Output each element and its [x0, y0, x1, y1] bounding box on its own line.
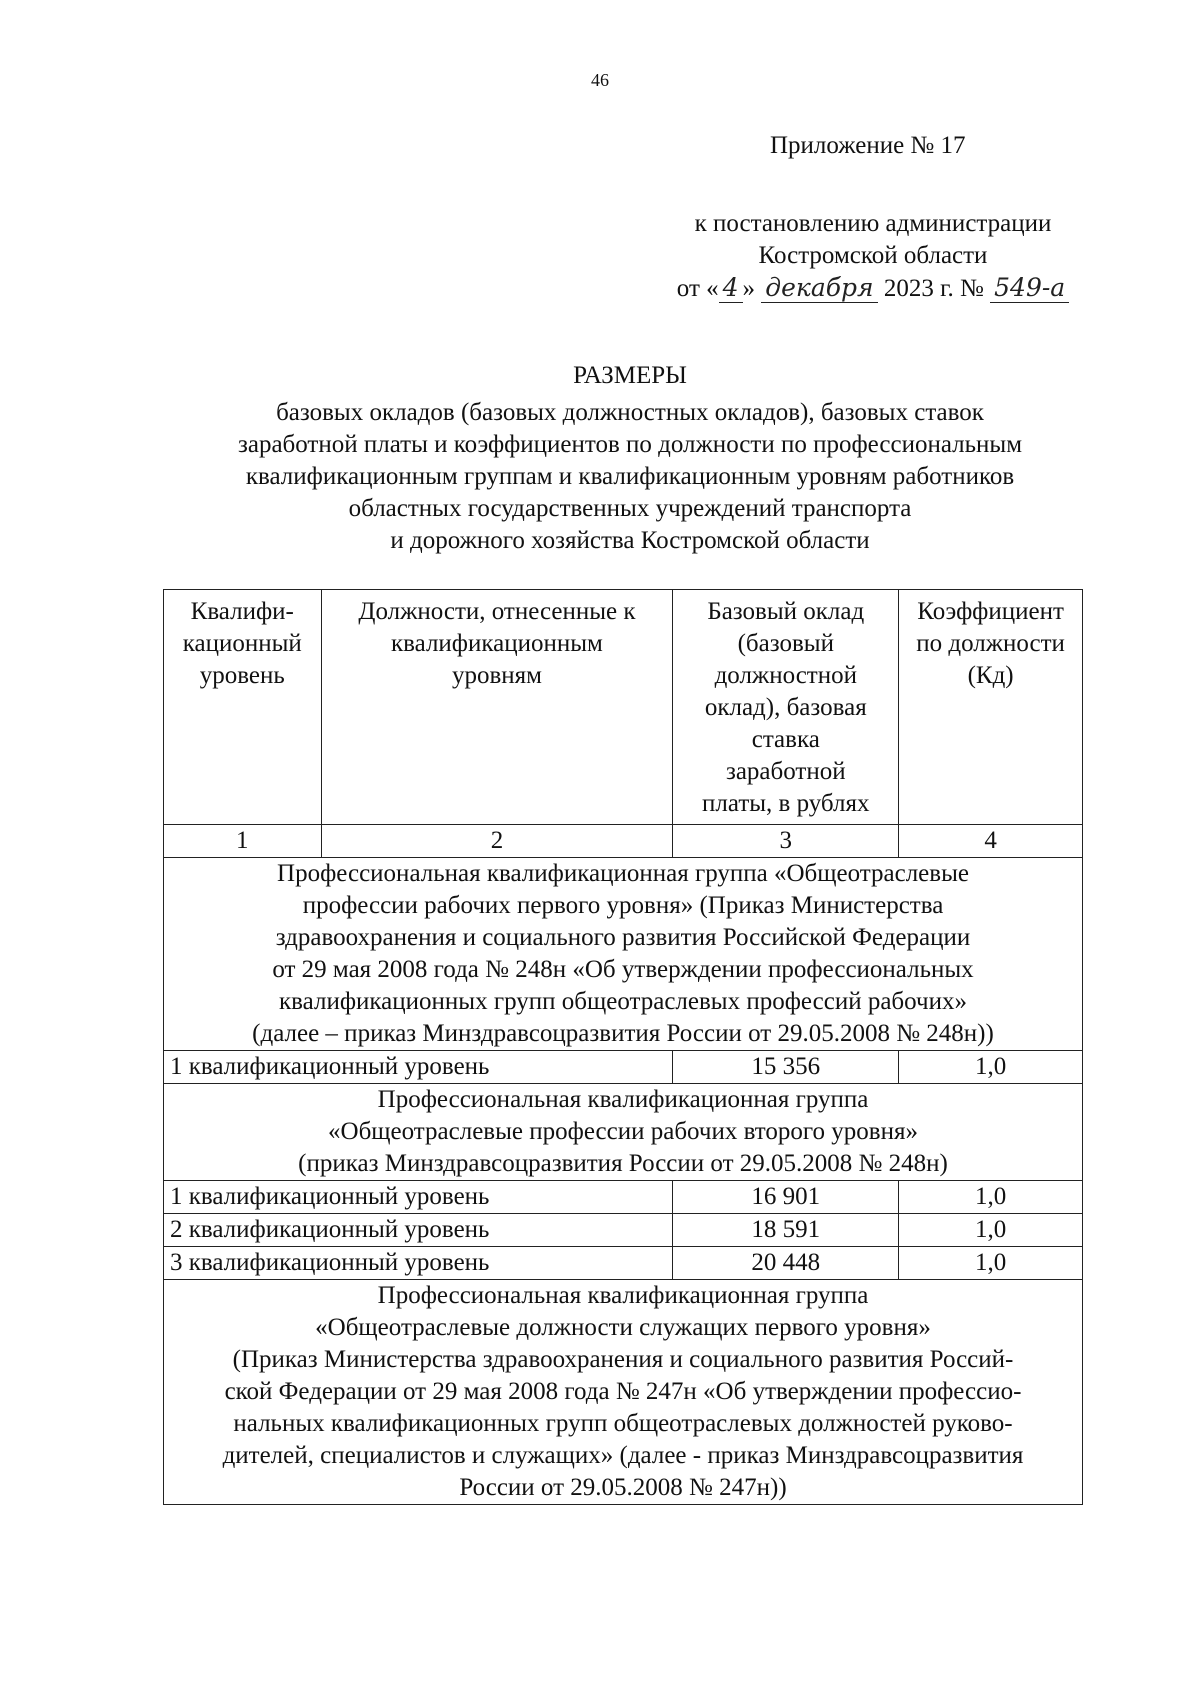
decree-month-handwritten: декабря — [761, 273, 877, 303]
base-salary: 15 356 — [673, 1051, 899, 1084]
decree-day-handwritten: 4 — [719, 273, 743, 303]
column-number-row — [164, 825, 1083, 858]
base-salary: 20 448 — [673, 1247, 899, 1280]
decree-line-1: к постановлению администрации — [694, 210, 1052, 237]
group-title: Профессиональная квалификационная группа «Общеотраслевые должности служащих первого уровня» (Приказ Министерства здравоохранения и социального развития Россий- ской Федерации от 29 мая 2008 года № 247н «Об утверждении профессио- нальных квалификационных групп общеотраслевых должностей руково- дителей, специалистов и служащих» (далее - приказ Минздравсоцразвития России от 29.05.2008 № 247н)) — [164, 1280, 1083, 1505]
qualification-level: 1 квалификационный уровень — [164, 1051, 673, 1084]
header-level: Квалифи- кационный уровень — [164, 590, 322, 825]
decree-reference — [668, 208, 1078, 305]
position-coefficient: 1,0 — [899, 1051, 1083, 1084]
decree-year: 2023 г. № — [883, 275, 984, 302]
table-row — [164, 1214, 1083, 1247]
page-number: 46 — [591, 70, 609, 90]
base-salary: 18 591 — [673, 1214, 899, 1247]
decree-line-2: Костромской области — [758, 242, 988, 269]
decree-number-handwritten: 549-а — [990, 273, 1069, 303]
wage-table — [163, 589, 1083, 1505]
table-row — [164, 1051, 1083, 1084]
column-number-1: 1 — [164, 825, 322, 858]
subtitle-line-2: заработной платы и коэффициентов по должности по профессиональным — [237, 431, 1023, 458]
header-coefficient: Коэффициент по должности (Кд) — [899, 590, 1083, 825]
subtitle-line-1: базовых окладов (базовых должностных окладов), базовых ставок — [276, 399, 984, 426]
appendix-label: Приложение № 17 — [770, 132, 966, 159]
column-number-4: 4 — [899, 825, 1083, 858]
decree-date-prefix: от « — [676, 275, 719, 302]
group-title-row — [164, 1280, 1083, 1505]
table-row — [164, 1247, 1083, 1280]
group-title: Профессиональная квалификационная группа «Общеотраслевые профессии рабочих второго уровня» (приказ Минздравсоцразвития России от 29.05.2008 № 248н) — [164, 1084, 1083, 1181]
subtitle-line-3: квалификационным группам и квалификационным уровням работников — [245, 463, 1015, 490]
table-header-row — [164, 590, 1083, 825]
column-number-2: 2 — [321, 825, 673, 858]
column-number-3: 3 — [673, 825, 899, 858]
table-row — [164, 1181, 1083, 1214]
group-title-row — [164, 858, 1083, 1051]
header-salary: Базовый оклад (базовый должностной оклад), базовая ставка заработной платы, в рублях — [673, 590, 899, 825]
decree-date-line — [668, 272, 1078, 305]
position-coefficient: 1,0 — [899, 1247, 1083, 1280]
group-title-row — [164, 1084, 1083, 1181]
base-salary: 16 901 — [673, 1181, 899, 1214]
qualification-level: 2 квалификационный уровень — [164, 1214, 673, 1247]
position-coefficient: 1,0 — [899, 1214, 1083, 1247]
document-subtitle — [150, 397, 1110, 557]
qualification-level: 1 квалификационный уровень — [164, 1181, 673, 1214]
subtitle-line-5: и дорожного хозяйства Костромской области — [390, 527, 870, 554]
document-title: РАЗМЕРЫ — [573, 362, 687, 389]
header-positions: Должности, отнесенные к квалификационным уровням — [321, 590, 673, 825]
position-coefficient: 1,0 — [899, 1181, 1083, 1214]
subtitle-line-4: областных государственных учреждений транспорта — [348, 495, 912, 522]
qualification-level: 3 квалификационный уровень — [164, 1247, 673, 1280]
group-title: Профессиональная квалификационная группа «Общеотраслевые профессии рабочих первого уровня» (Приказ Министерства здравоохранения и социального развития Российской Федерации от 29 мая 2008 года № 248н «Об утверждении профессиональных квалификационных групп общеотраслевых профессий рабочих» (далее – приказ Минздравсоцразвития России от 29.05.2008 № 248н)) — [164, 858, 1083, 1051]
decree-month-sep: » — [742, 275, 756, 302]
